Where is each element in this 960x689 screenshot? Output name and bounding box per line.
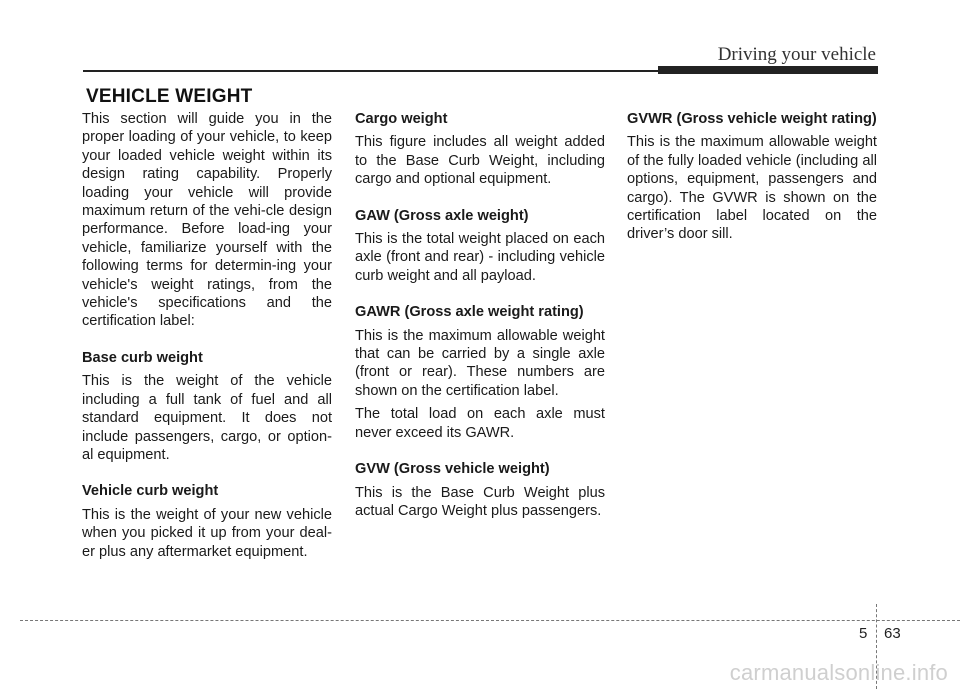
intro-paragraph: This section will guide you in the proper loading of your vehicle, to keep your loaded vehicle weight within its design rating capability. Properly loading your vehicle will provide maximum return of the vehi-cle design performance. Before load-ing your vehicle, familiarize yourself with the following terms for determin-ing your vehicle's weight ratings, from the vehicle's specifications and the certification label: bbox=[82, 111, 332, 330]
gaw-text: This is the total weight placed on each axle (front and rear) - including vehicle curb weight and all payload. bbox=[355, 231, 605, 284]
vehicle-curb-weight-title: Vehicle curb weight bbox=[82, 483, 219, 500]
cargo-weight-title: Cargo weight bbox=[355, 111, 448, 127]
chapter-number: 5 bbox=[859, 625, 868, 642]
base-curb-weight-title: Base curb weight bbox=[82, 349, 203, 366]
header-rule-thin bbox=[83, 70, 663, 72]
page-heading: VEHICLE WEIGHT bbox=[86, 86, 253, 107]
vehicle-curb-weight-text: This is the weight of your new vehicle when you picked it up from your deal-er plus any aftermarket equipment. bbox=[82, 506, 332, 560]
gvwr-text: This is the maximum allowable weight of the fully loaded vehicle (including all options, equipment, passengers and cargo). The GVWR is shown on the certification label located on the driver’s door sill. bbox=[627, 134, 877, 243]
gaw-title: GAW (Gross axle weight) bbox=[355, 207, 529, 224]
column-3 bbox=[627, 110, 877, 244]
section-title: Driving your vehicle bbox=[717, 44, 876, 65]
base-curb-weight-text: This is the weight of the vehicle including a full tank of fuel and all standard equipment. It does not include passengers, cargo, or option-al equipment. bbox=[82, 373, 332, 463]
gvwr-title: GVWR (Gross vehicle weight rating) bbox=[627, 111, 877, 127]
watermark: carmanualsonline.info bbox=[729, 660, 948, 685]
header-rule-thick bbox=[658, 66, 878, 74]
column-2 bbox=[355, 110, 605, 520]
page-number: 63 bbox=[884, 625, 901, 642]
gvw-text: This is the Base Curb Weight plus actual Cargo Weight plus passengers. bbox=[355, 484, 605, 519]
column-1 bbox=[82, 110, 332, 561]
footer-dashed-rule bbox=[20, 620, 960, 621]
gawr-note: The total load on each axle must never exceed its GAWR. bbox=[355, 406, 605, 441]
gawr-title: GAWR (Gross axle weight rating) bbox=[355, 304, 584, 321]
gawr-text: This is the maximum allowable weight that can be carried by a single axle (front or rear). These numbers are shown on the certification label. bbox=[355, 327, 605, 399]
cargo-weight-text: This figure includes all weight added to the Base Curb Weight, including cargo and optional equipment. bbox=[355, 134, 605, 188]
gvw-title: GVW (Gross vehicle weight) bbox=[355, 461, 550, 478]
